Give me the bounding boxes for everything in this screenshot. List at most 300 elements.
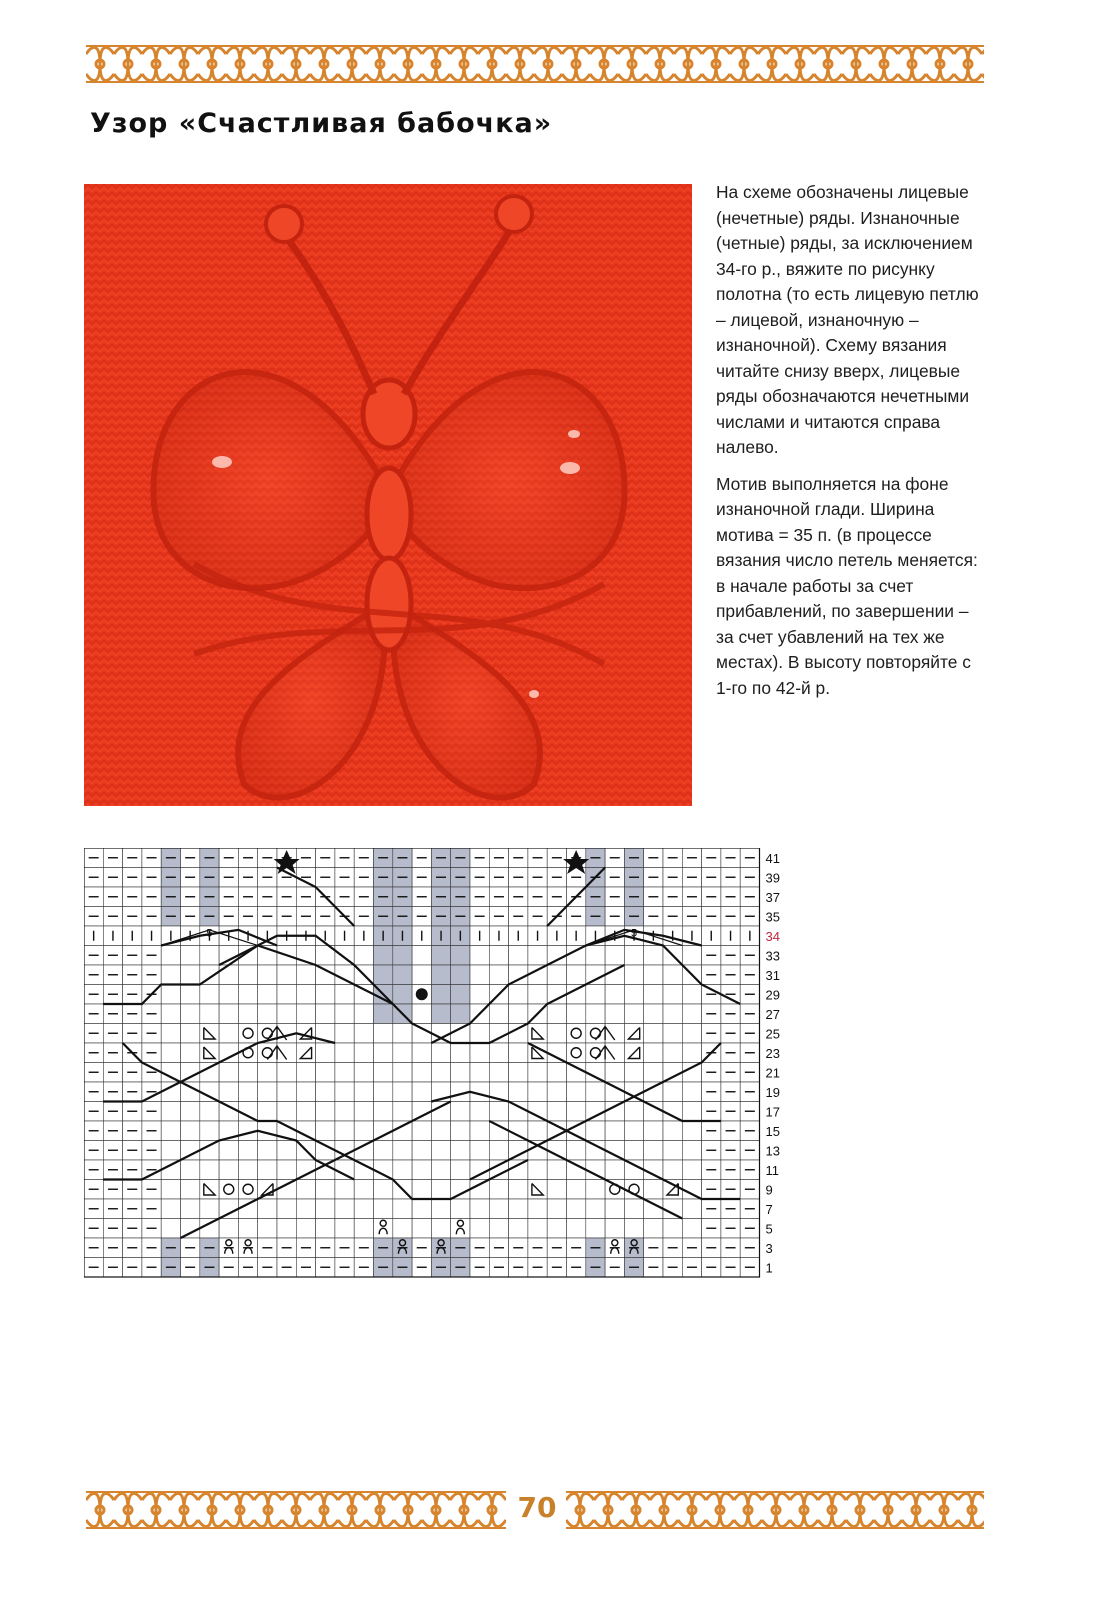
chart-cell [200, 1219, 219, 1239]
chart-cell [238, 1063, 257, 1083]
chart-cell [431, 1199, 450, 1219]
chart-cell [354, 1102, 373, 1122]
chart-cell [470, 965, 489, 985]
chart-cell [277, 985, 296, 1005]
chart-cell [296, 1063, 315, 1083]
chart-cell [451, 1199, 470, 1219]
chart-cell [374, 1024, 393, 1044]
chart-cell [547, 1082, 566, 1102]
chart-cell [238, 1141, 257, 1161]
chart-cell [335, 965, 354, 985]
chart-cell [277, 1063, 296, 1083]
chart-cell [470, 1043, 489, 1063]
chart-cell [567, 1141, 586, 1161]
chart-cell [682, 1063, 701, 1083]
chart-cell [509, 1199, 528, 1219]
chart-cell [161, 1219, 180, 1239]
chart-cell [567, 1082, 586, 1102]
chart-cell [586, 985, 605, 1005]
chart-cell [316, 1082, 335, 1102]
chart-cell [547, 946, 566, 966]
chart-cell [624, 1082, 643, 1102]
chart-cell [181, 1043, 200, 1063]
chart-cell [374, 965, 393, 985]
chart-cell [393, 1141, 412, 1161]
chart-cell [624, 1141, 643, 1161]
chart-cell [528, 1082, 547, 1102]
bobble-icon [416, 988, 428, 1000]
chart-cell [586, 1004, 605, 1024]
chart-cell [412, 1141, 431, 1161]
chart-cell [258, 1219, 277, 1239]
chart-cell [624, 1063, 643, 1083]
chart-cell [586, 1063, 605, 1083]
chart-cell [567, 965, 586, 985]
chart-cell [335, 1102, 354, 1122]
chart-cell [451, 1024, 470, 1044]
chart-cell [412, 1043, 431, 1063]
chart-cell [682, 946, 701, 966]
chart-cell [296, 1160, 315, 1180]
chart-cell [663, 1102, 682, 1122]
chart-cell [374, 1004, 393, 1024]
chart-cell [644, 1160, 663, 1180]
top-ornament-border [86, 44, 984, 84]
chart-cell [547, 1199, 566, 1219]
chart-cell [605, 1063, 624, 1083]
chart-cell [682, 1160, 701, 1180]
chart-cell [219, 1199, 238, 1219]
chart-cell [624, 965, 643, 985]
chart-cell [258, 1043, 277, 1063]
chart-cell [238, 1082, 257, 1102]
chart-cell [374, 1180, 393, 1200]
chart-cell [219, 946, 238, 966]
chart-cell [663, 1082, 682, 1102]
chart-cell [161, 1141, 180, 1161]
chart-cell [412, 1121, 431, 1141]
chart-cell [316, 1043, 335, 1063]
chart-cell [489, 1141, 508, 1161]
chart-cell [277, 1180, 296, 1200]
chart-cell [393, 1121, 412, 1141]
chart-cell [219, 1160, 238, 1180]
chart-cell [200, 1102, 219, 1122]
chart-cell [374, 1141, 393, 1161]
chart-cell [393, 1102, 412, 1122]
chart-cell [451, 1043, 470, 1063]
chart-cell [431, 985, 450, 1005]
chart-cell [354, 1082, 373, 1102]
chart-cell [644, 1121, 663, 1141]
chart-cell [624, 1160, 643, 1180]
chart-cell [238, 965, 257, 985]
chart-cell [489, 965, 508, 985]
chart-cell [605, 946, 624, 966]
chart-cell [644, 1004, 663, 1024]
chart-cell [605, 1180, 624, 1200]
chart-cell [624, 946, 643, 966]
chart-cell [644, 965, 663, 985]
chart-cell [605, 1024, 624, 1044]
chart-cell [644, 1141, 663, 1161]
chart-cell [644, 1024, 663, 1044]
chart-cell [528, 965, 547, 985]
chart-cell [682, 1180, 701, 1200]
chart-row-label: 19 [765, 1085, 780, 1101]
chart-cell [258, 1160, 277, 1180]
chart-cell [509, 1102, 528, 1122]
chart-cell [316, 985, 335, 1005]
chart-cell [277, 1219, 296, 1239]
chart-cell [181, 1199, 200, 1219]
chart-row-label: 5 [765, 1221, 773, 1237]
chart-cell [586, 1043, 605, 1063]
chart-cell [682, 1121, 701, 1141]
chart-cell [470, 1141, 489, 1161]
chart-cell [451, 1160, 470, 1180]
chart-cell [470, 985, 489, 1005]
chart-cell [296, 1082, 315, 1102]
chart-cell [393, 946, 412, 966]
chart-cell [451, 985, 470, 1005]
chart-cell [200, 1199, 219, 1219]
chart-cell [161, 1082, 180, 1102]
chart-cell [547, 1160, 566, 1180]
chart-cell [296, 1102, 315, 1122]
chart-cell [605, 1004, 624, 1024]
chart-row-label: 25 [765, 1026, 780, 1042]
chart-cell [567, 1219, 586, 1239]
chart-cell [258, 1199, 277, 1219]
chart-cell [682, 1082, 701, 1102]
chart-cell [489, 1004, 508, 1024]
chart-cell [219, 1063, 238, 1083]
chart-cell [682, 1199, 701, 1219]
chart-cell [200, 985, 219, 1005]
chart-cell [354, 1141, 373, 1161]
chart-cell [663, 1121, 682, 1141]
chart-cell [567, 1121, 586, 1141]
chart-cell [509, 946, 528, 966]
chart-cell [238, 1043, 257, 1063]
chart-cell [412, 1063, 431, 1083]
description-paragraph-1: На схеме обозначены лицевые (нечетные) ряды. Изнаночные (четные) ряды, за исключением 34-го р., вяжите по рисунку полотна (то есть лицевую петлю – лицевой, изнаночную – изнаночной). Схему вязания читайте снизу вверх, лицевые ряды обозначаются нечетными числами и читаются справа налево. [716, 182, 979, 457]
chart-cell [567, 1160, 586, 1180]
chart-row-label: 21 [765, 1065, 780, 1081]
chart-cell [219, 1024, 238, 1044]
chart-cell [393, 1219, 412, 1239]
chart-cell [161, 965, 180, 985]
chart-cell [547, 1102, 566, 1122]
chart-cell [412, 946, 431, 966]
chart-cell [663, 1063, 682, 1083]
chart-cell [509, 1180, 528, 1200]
chart-cell [489, 1024, 508, 1044]
chart-cell [412, 1082, 431, 1102]
chart-cell [470, 1160, 489, 1180]
chart-cell [431, 1141, 450, 1161]
chart-cell [528, 946, 547, 966]
chart-cell [644, 1102, 663, 1122]
chart-cell [316, 1102, 335, 1122]
chart-cell [663, 1024, 682, 1044]
chart-cell [296, 1199, 315, 1219]
chart-cell [509, 1024, 528, 1044]
chart-cell [489, 1121, 508, 1141]
chart-cell [509, 1063, 528, 1083]
chart-row-label: 31 [765, 968, 780, 984]
chart-cell [374, 1102, 393, 1122]
chart-cell [181, 1082, 200, 1102]
chart-cell [431, 1219, 450, 1239]
chart-cell [296, 1004, 315, 1024]
chart-cell [509, 1043, 528, 1063]
chart-cell [238, 985, 257, 1005]
chart-cell [296, 1219, 315, 1239]
chart-cell [335, 1063, 354, 1083]
chart-cell [161, 985, 180, 1005]
chart-cell [161, 1102, 180, 1122]
pattern-description [716, 180, 986, 712]
chart-cell [277, 1160, 296, 1180]
chart-cell [335, 1180, 354, 1200]
chart-cell [219, 1141, 238, 1161]
bottom-ornament-border-left [86, 1490, 506, 1530]
chart-cell [528, 985, 547, 1005]
chart-cell [489, 1043, 508, 1063]
chart-cell [354, 946, 373, 966]
chart-cell [567, 1199, 586, 1219]
chart-cell [431, 965, 450, 985]
chart-row-label: 3 [765, 1241, 773, 1257]
chart-cell [335, 1219, 354, 1239]
chart-cell [181, 1004, 200, 1024]
chart-cell [644, 946, 663, 966]
chart-cell [528, 1219, 547, 1239]
chart-cell [605, 985, 624, 1005]
chart-cell [412, 1160, 431, 1180]
chart-cell [547, 1024, 566, 1044]
chart-cell [470, 1121, 489, 1141]
chart-cell [663, 1219, 682, 1239]
chart-cell [586, 965, 605, 985]
chart-cell [509, 1082, 528, 1102]
chart-cell [451, 1063, 470, 1083]
chart-cell [451, 1141, 470, 1161]
chart-cell [393, 1082, 412, 1102]
chart-row-label: 1 [765, 1260, 773, 1276]
chart-cell [335, 1160, 354, 1180]
chart-cell [547, 1219, 566, 1239]
chart-cell [181, 1102, 200, 1122]
chart-cell [451, 946, 470, 966]
chart-cell [335, 1121, 354, 1141]
chart-cell [451, 1121, 470, 1141]
chart-cell [509, 965, 528, 985]
chart-row-label: 34 [765, 929, 780, 945]
chart-cell [161, 946, 180, 966]
chart-cell [374, 1199, 393, 1219]
chart-cell [431, 1004, 450, 1024]
chart-cell [181, 1180, 200, 1200]
chart-cell [624, 985, 643, 1005]
chart-cell [277, 1004, 296, 1024]
cable-count-label: 5 [206, 927, 213, 940]
chart-cell [509, 985, 528, 1005]
chart-row-label: 9 [765, 1182, 773, 1198]
chart-row-label: 15 [765, 1124, 780, 1140]
chart-cell [489, 946, 508, 966]
chart-cell [431, 1063, 450, 1083]
chart-cell [200, 1141, 219, 1161]
chart-cell [219, 1102, 238, 1122]
chart-cell [509, 1004, 528, 1024]
chart-cell [181, 985, 200, 1005]
chart-cell [586, 946, 605, 966]
chart-cell [412, 1199, 431, 1219]
chart-cell [489, 1199, 508, 1219]
chart-cell [219, 1043, 238, 1063]
chart-cell [624, 1004, 643, 1024]
chart-cell [567, 985, 586, 1005]
chart-cell [547, 1063, 566, 1083]
chart-cell [528, 1199, 547, 1219]
chart-cell [605, 1219, 624, 1239]
chart-cell [393, 985, 412, 1005]
chart-cell [663, 1199, 682, 1219]
chart-cell [624, 1219, 643, 1239]
chart-cell [470, 1102, 489, 1122]
chart-cell [644, 1043, 663, 1063]
chart-cell [277, 1082, 296, 1102]
chart-cell [354, 1063, 373, 1083]
chart-cell [335, 1199, 354, 1219]
chart-row-label: 29 [765, 987, 780, 1003]
chart-cell [335, 985, 354, 1005]
chart-cell [335, 1024, 354, 1044]
chart-cell [412, 965, 431, 985]
chart-cell [316, 1160, 335, 1180]
chart-cell [509, 1160, 528, 1180]
chart-cell [528, 1141, 547, 1161]
chart-cell [489, 1180, 508, 1200]
chart-cell [393, 965, 412, 985]
chart-cell [605, 1043, 624, 1063]
chart-cell [624, 1180, 643, 1200]
butterfly-knit-illustration [84, 184, 692, 806]
chart-cell [586, 1199, 605, 1219]
chart-cell [238, 1024, 257, 1044]
chart-cell [470, 1063, 489, 1083]
chart-cell [431, 1043, 450, 1063]
chart-cell [316, 1004, 335, 1024]
chart-cell [161, 1121, 180, 1141]
chart-cell [296, 965, 315, 985]
chart-cell [586, 1160, 605, 1180]
chart-cell [354, 1004, 373, 1024]
chart-cell [431, 946, 450, 966]
chart-cell [258, 1063, 277, 1083]
chart-cell [277, 1141, 296, 1161]
chart-cell [316, 1199, 335, 1219]
chart-cell [219, 1180, 238, 1200]
chart-cell [161, 1199, 180, 1219]
chart-cell [431, 1024, 450, 1044]
chart-cell [200, 1082, 219, 1102]
chart-cell [567, 1043, 586, 1063]
chart-cell [663, 965, 682, 985]
chart-cell [258, 1102, 277, 1122]
chart-cell [605, 1199, 624, 1219]
chart-cell [682, 1219, 701, 1239]
chart-cell [624, 1199, 643, 1219]
bottom-ornament-border-right [566, 1490, 984, 1530]
chart-cell [682, 1004, 701, 1024]
chart-cell [374, 1082, 393, 1102]
chart-cell [277, 1043, 296, 1063]
chart-row-label: 17 [765, 1104, 780, 1120]
chart-cell [605, 1102, 624, 1122]
knitting-sample-photo [84, 184, 692, 806]
chart-cell [567, 1024, 586, 1044]
chart-cell [451, 1004, 470, 1024]
chart-cell [374, 1043, 393, 1063]
chart-cell [374, 1121, 393, 1141]
chart-row-label: 7 [765, 1202, 773, 1218]
chart-row-label: 35 [765, 909, 780, 925]
chart-cell [354, 1043, 373, 1063]
chart-cell [335, 1004, 354, 1024]
chart-cell [354, 985, 373, 1005]
chart-cell [393, 1199, 412, 1219]
chart-cell [316, 1121, 335, 1141]
chart-cell [644, 1199, 663, 1219]
chart-cell [238, 1180, 257, 1200]
chart-cell [161, 1043, 180, 1063]
chart-cell [258, 985, 277, 1005]
chart-cell [200, 1063, 219, 1083]
chart-cell [547, 985, 566, 1005]
chart-cell [586, 1219, 605, 1239]
chart-cell [316, 1141, 335, 1161]
chart-cell [316, 1180, 335, 1200]
chart-cell [547, 965, 566, 985]
chart-cell [644, 985, 663, 1005]
chart-cell [316, 1063, 335, 1083]
chart-row-label: 33 [765, 948, 780, 964]
chart-cell [624, 1102, 643, 1122]
chart-cell [219, 985, 238, 1005]
chart-cell [181, 1160, 200, 1180]
chart-cell [393, 1024, 412, 1044]
chart-cell [354, 1121, 373, 1141]
chart-cell [181, 965, 200, 985]
chart-cell [663, 985, 682, 1005]
chart-cell [296, 1121, 315, 1141]
chart-cell [682, 1102, 701, 1122]
chart-cell [431, 1102, 450, 1122]
chart-cell [296, 1180, 315, 1200]
chart-cell [354, 1160, 373, 1180]
chart-cell [316, 965, 335, 985]
chart-cell [567, 1102, 586, 1122]
chart-cell [335, 1141, 354, 1161]
chart-cell [374, 946, 393, 966]
chart-cell [181, 1141, 200, 1161]
chart-cell [663, 1160, 682, 1180]
chart-cell [181, 1121, 200, 1141]
